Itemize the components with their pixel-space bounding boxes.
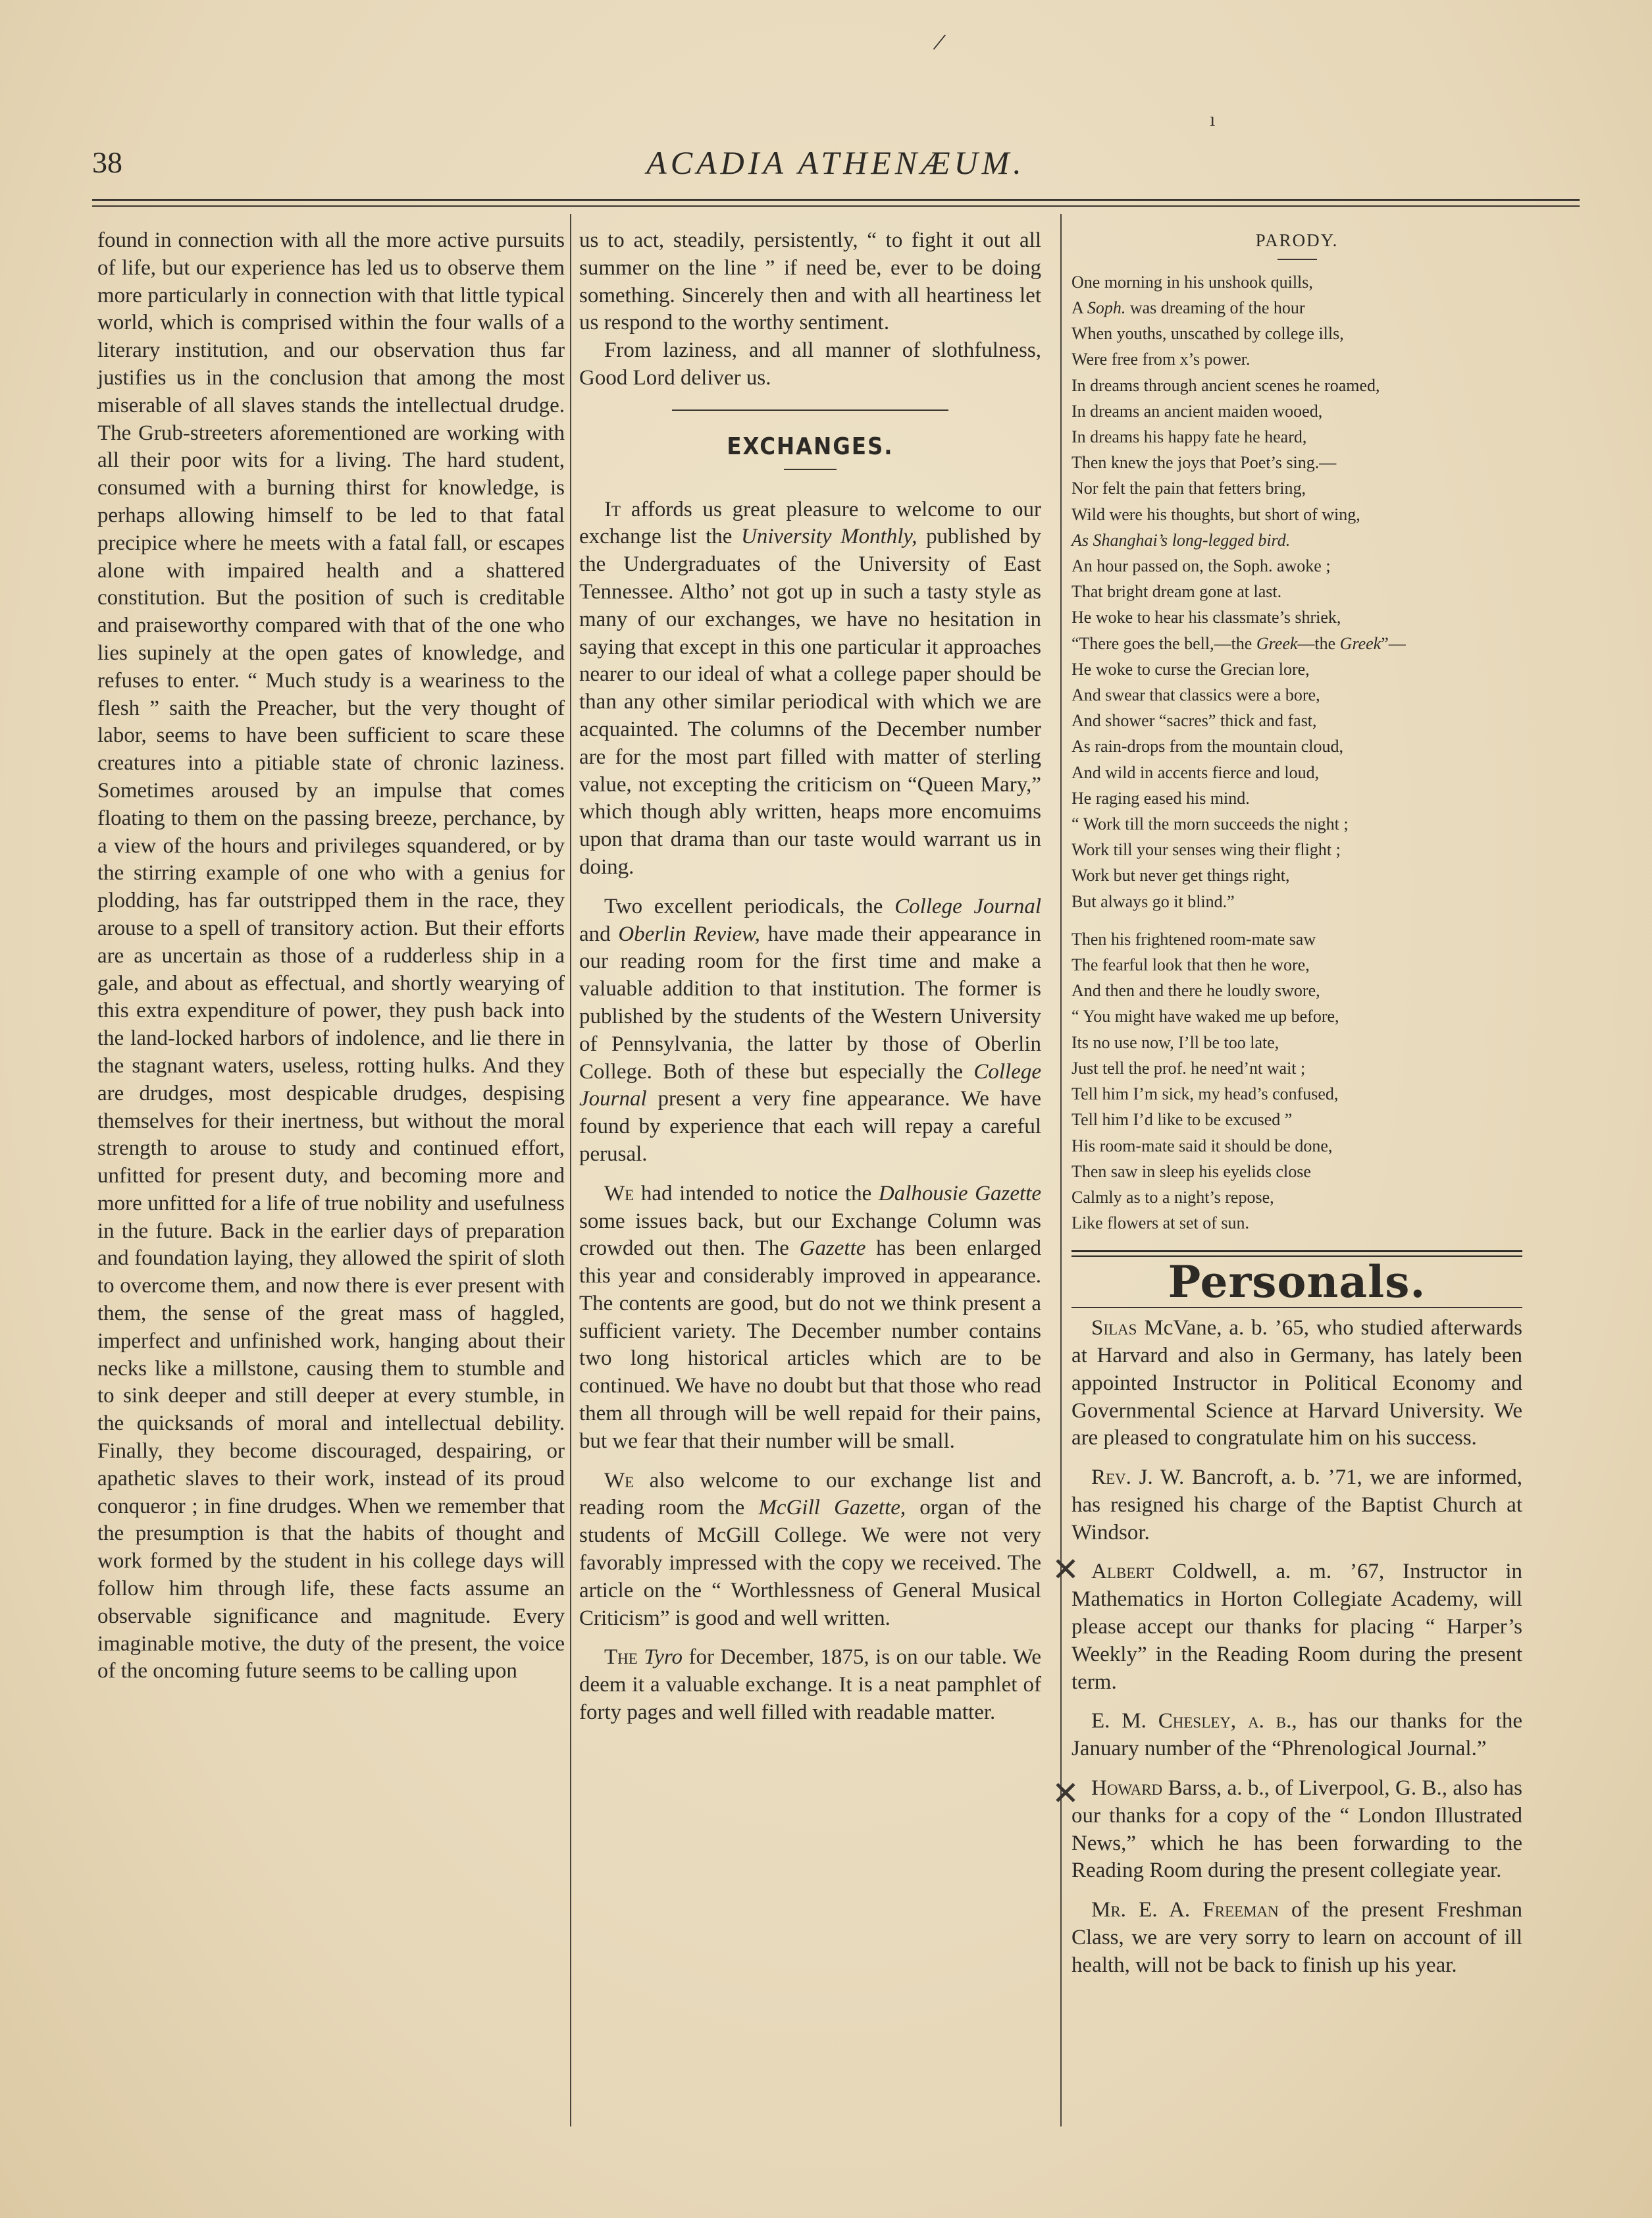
section-separator: [672, 409, 948, 411]
column-1: [97, 227, 565, 1685]
poem-line: And wild in accents fierce and loud,: [1071, 762, 1320, 782]
poem-line: And shower “sacres” thick and fast,: [1071, 711, 1317, 731]
poem-line: As Shanghai’s long-legged bird.: [1071, 530, 1291, 550]
personals-heading: Personals.: [1168, 1256, 1426, 1308]
poem-line: Tell him I’d like to be excused ”: [1071, 1110, 1293, 1130]
poem-line: That bright dream gone at last.: [1071, 582, 1282, 602]
exchanges-heading: EXCHANGES.: [727, 433, 894, 460]
header-rule: [92, 199, 1580, 201]
poem-line: Then his frightened room-mate saw: [1071, 929, 1316, 949]
poem-line: “ You might have waked me up before,: [1071, 1007, 1339, 1026]
poem-line: As rain-drops from the mountain cloud,: [1071, 737, 1344, 756]
closing-paragraph: us to act, steadily, persistently, “ to fight it out all summer on the line ” if need be, ever to be doing something. Sincerely then and with all heartiness let us respond to the worthy sentiment.: [579, 228, 1041, 335]
header-rule-secondary: [92, 205, 1580, 207]
poem-line: In dreams an ancient maiden wooed,: [1071, 401, 1323, 421]
poem-line: Its no use now, I’ll be too late,: [1071, 1032, 1279, 1052]
poem-line: An hour passed on, the Soph. awoke ;: [1071, 556, 1331, 576]
exchange-paragraph-mcgill-gazette: We also welcome to our exchange list and reading room the McGill Gazette, organ of the students of McGill College. We were not very favorably impressed with the copy we received. The article on the “ Worthlessness of General Musical Criticism” is good and well written.: [579, 1468, 1041, 1630]
column-divider-1: [570, 214, 571, 2126]
poem-line: Calmly as to a night’s repose,: [1071, 1187, 1274, 1207]
poem-line: A Soph. was dreaming of the hour: [1071, 298, 1305, 317]
exchange-paragraph-university-monthly: It affords us great pleasure to welcome to our exchange list the University Monthly, published by the Undergraduates of the University of East Tennessee. Altho’ not got up in such a tasty style as many of our exchanges, we have no hesitation in saying that except in this one particular it approaches nearer to our ideal of what a college paper should be than any other similar periodical with which we are acquainted. The columns of the December number are for the most part filled with matter of sterling value, not excepting the criticism on “Queen Mary,” which though ably written, heaps more encomuims upon that drama than our taste would warrant us in doing.: [579, 497, 1042, 879]
journal-title: ACADIA ATHENÆUM.: [646, 144, 1025, 181]
column-divider-2: [1060, 214, 1062, 2126]
personal-item: Rev. J. W. Bancroft, a. b. ’71, we are informed, has resigned his charge of the Baptist Church at Windsor.: [1071, 1465, 1522, 1545]
pen-mark: ı: [1210, 109, 1216, 130]
personal-item: Mr. E. A. Freeman of the present Freshman Class, we are very sorry to learn on account of ill health, will not be back to finish up his year.: [1071, 1898, 1522, 1977]
personal-item: Albert Coldwell, a. m. ’67, Instructor in Mathematics in Horton Collegiate Academy, will please accept our thanks for placing “ Harper’s Weekly” in the Reading Room during the present term.: [1071, 1560, 1522, 1694]
pen-mark: /: [931, 26, 948, 57]
exchange-paragraph-tyro: The Tyro for December, 1875, is on our table. We deem it a valuable exchange. It is a neat pamphlet of forty pages and well filled with readable matter.: [579, 1645, 1042, 1725]
poem-line: “ Work till the morn succeeds the night ;: [1071, 814, 1349, 834]
parody-title-rule: [1278, 259, 1317, 260]
poem-line: Were free from x’s power.: [1071, 350, 1251, 369]
exchanges-heading-rule: [784, 469, 837, 470]
page-header: [92, 138, 1580, 191]
poem-line: Like flowers at set of sun.: [1071, 1213, 1250, 1233]
poem-line: One morning in his unshook quills,: [1071, 272, 1313, 292]
poem-line: He woke to curse the Grecian lore,: [1071, 659, 1310, 679]
page-number: 38: [92, 145, 122, 179]
poem-line: Nor felt the pain that fetters bring,: [1071, 479, 1306, 498]
poem-line: Just tell the prof. he need’nt wait ;: [1071, 1058, 1306, 1078]
parody-poem: [1071, 269, 1522, 1236]
column-3: [1071, 227, 1522, 1980]
poem-line: In dreams his happy fate he heard,: [1071, 427, 1307, 447]
exchange-paragraph-college-journal: Two excellent periodicals, the College Journal and Oberlin Review, have made their appearance in our reading room for the first time and make a valuable addition to that institution. The former is published by the students of the Western University of Pennsylvania, the latter by those of Oberlin College. Both of these but especially the College Journal present a very fine appearance. We have found by experience that each will repay a careful perusal.: [579, 894, 1041, 1166]
column-1-paragraph: found in connection with all the more active pursuits of life, but our experience has led us to observe them more particularly in connection with that little typical world, which is comprised within the four walls of a literary institution, and our observation thus far justifies us in the conclusion that among the most miserable of all slaves stands the intellectual drudge. The Grub-streeters aforementioned are working with all their poor wits for a living. The hard student, consumed with a burning thirst for knowledge, is perhaps allowing himself to be led to that fatal precipice where he meets with a fatal fall, or escapes alone with impaired health and a shattered constitution. But the position of such is creditable and praiseworthy compared with that of the one who lies supinely at the open gates of knowledge, and refuses to enter. “ Much study is a weariness to the flesh ” saith the Preacher, but the very thought of labor, seems to have been sufficient to scare these creatures into a pitiable state of chronic laziness. Sometimes aroused by an impulse that comes floating to them on the passing breeze, perchance, by a view of the hours and privileges squandered, or by the stirring example of one who with a genius for plodding, has far outstripped them in the race, they arouse to a spell of transitory action. But their efforts are as uncertain as those of a rudderless ship in a gale, and about as effectual, and shortly wearying of this extra expenditure of power, they push back into the land-locked harbors of indolence, and lie there in the stagnant waters, useless, rotting hulks. And they are drudges, most despicable drudges, despising themselves for their inertness, but without the moral strength to arouse to study and continued effort, unfitted for present duty, and becoming more and more unfitted for a life of true nobility and usefulness in the future. Back in the earlier days of preparation and foundation laying, they allowed the spirit of sloth to overcome them, and now there is ever present with them, the sense of the great mass of haggled, imperfect and unfinished work, hanging about their necks like a millstone, causing them to stumble and to sink deeper and still deeper at every stumble, in the quicksands of moral and intellectual debility. Finally, they become discouraged, despairing, or apathetic slaves to their work, instead of its proud conqueror ; in fine drudges. When we remember that the presumption is that the habits of thought and work formed by the student in his college days will follow him through life, these facts assume an observable significance and magnitude. Every imaginable motive, the duty of the present, the voice of the oncoming future seems to be calling upon: [97, 228, 565, 1683]
margin-x-mark: ✕: [1052, 1775, 1079, 1812]
poem-line: “There goes the bell,—the Greek—the Greek”—: [1071, 633, 1406, 653]
personal-item: Silas McVane, a. b. ’65, who studied afterwards at Harvard and also in Germany, has lately been appointed Instructor in Political Economy and Governmental Science at Harvard University. We are pleased to congratulate him on his success.: [1071, 1316, 1522, 1450]
personal-item: E. M. Chesley, a. b., has our thanks for the January number of the “Phrenological Journal.”: [1071, 1709, 1522, 1761]
exchange-paragraph-dalhousie-gazette: We had intended to notice the Dalhousie Gazette some issues back, but our Exchange Column was crowded out then. The Gazette has been enlarged this year and considerably improved in appearance. The contents are good, but do not we think present a sufficient variety. The December number contains two long historical articles which are to be continued. We have no doubt but that those who read them all through will be well repaid for their pains, but we fear that their number will be small.: [579, 1181, 1041, 1453]
parody-title: PARODY.: [1255, 230, 1339, 250]
poem-line: But always go it blind.”: [1071, 891, 1235, 911]
closing-prayer: From laziness, and all manner of slothfulness, Good Lord deliver us.: [579, 338, 1041, 390]
stanza-gap: [1071, 914, 1522, 926]
poem-line: Then knew the joys that Poet’s sing.—: [1071, 453, 1337, 473]
poem-line: Then saw in sleep his eyelids close: [1071, 1161, 1311, 1181]
poem-line: When youths, unscathed by college ills,: [1071, 324, 1344, 344]
poem-line: In dreams through ancient scenes he roamed,: [1071, 375, 1380, 395]
personal-item: Howard Barss, a. b., of Liverpool, G. B., also has our thanks for a copy of the “ London Illustrated News,” which he has been forwarding to the Reading Room during the present collegiate year.: [1071, 1776, 1522, 1883]
poem-line: He raging eased his mind.: [1071, 788, 1250, 808]
poem-line: Tell him I’m sick, my head’s confused,: [1071, 1084, 1339, 1104]
poem-line: His room-mate said it should be done,: [1071, 1136, 1333, 1155]
personals-list: [1071, 1315, 1522, 1980]
poem-line: Wild were his thoughts, but short of wing,: [1071, 504, 1360, 524]
margin-x-mark: ✕: [1052, 1551, 1079, 1588]
poem-line: The fearful look that then he wore,: [1071, 955, 1310, 975]
poem-line: He woke to hear his classmate’s shriek,: [1071, 608, 1341, 627]
column-2: [579, 227, 1041, 1727]
poem-line: Work but never get things right,: [1071, 866, 1290, 885]
poem-line: And then and there he loudly swore,: [1071, 981, 1320, 1001]
poem-line: Work till your senses wing their flight ;: [1071, 840, 1341, 860]
poem-line: And swear that classics were a bore,: [1071, 685, 1320, 705]
